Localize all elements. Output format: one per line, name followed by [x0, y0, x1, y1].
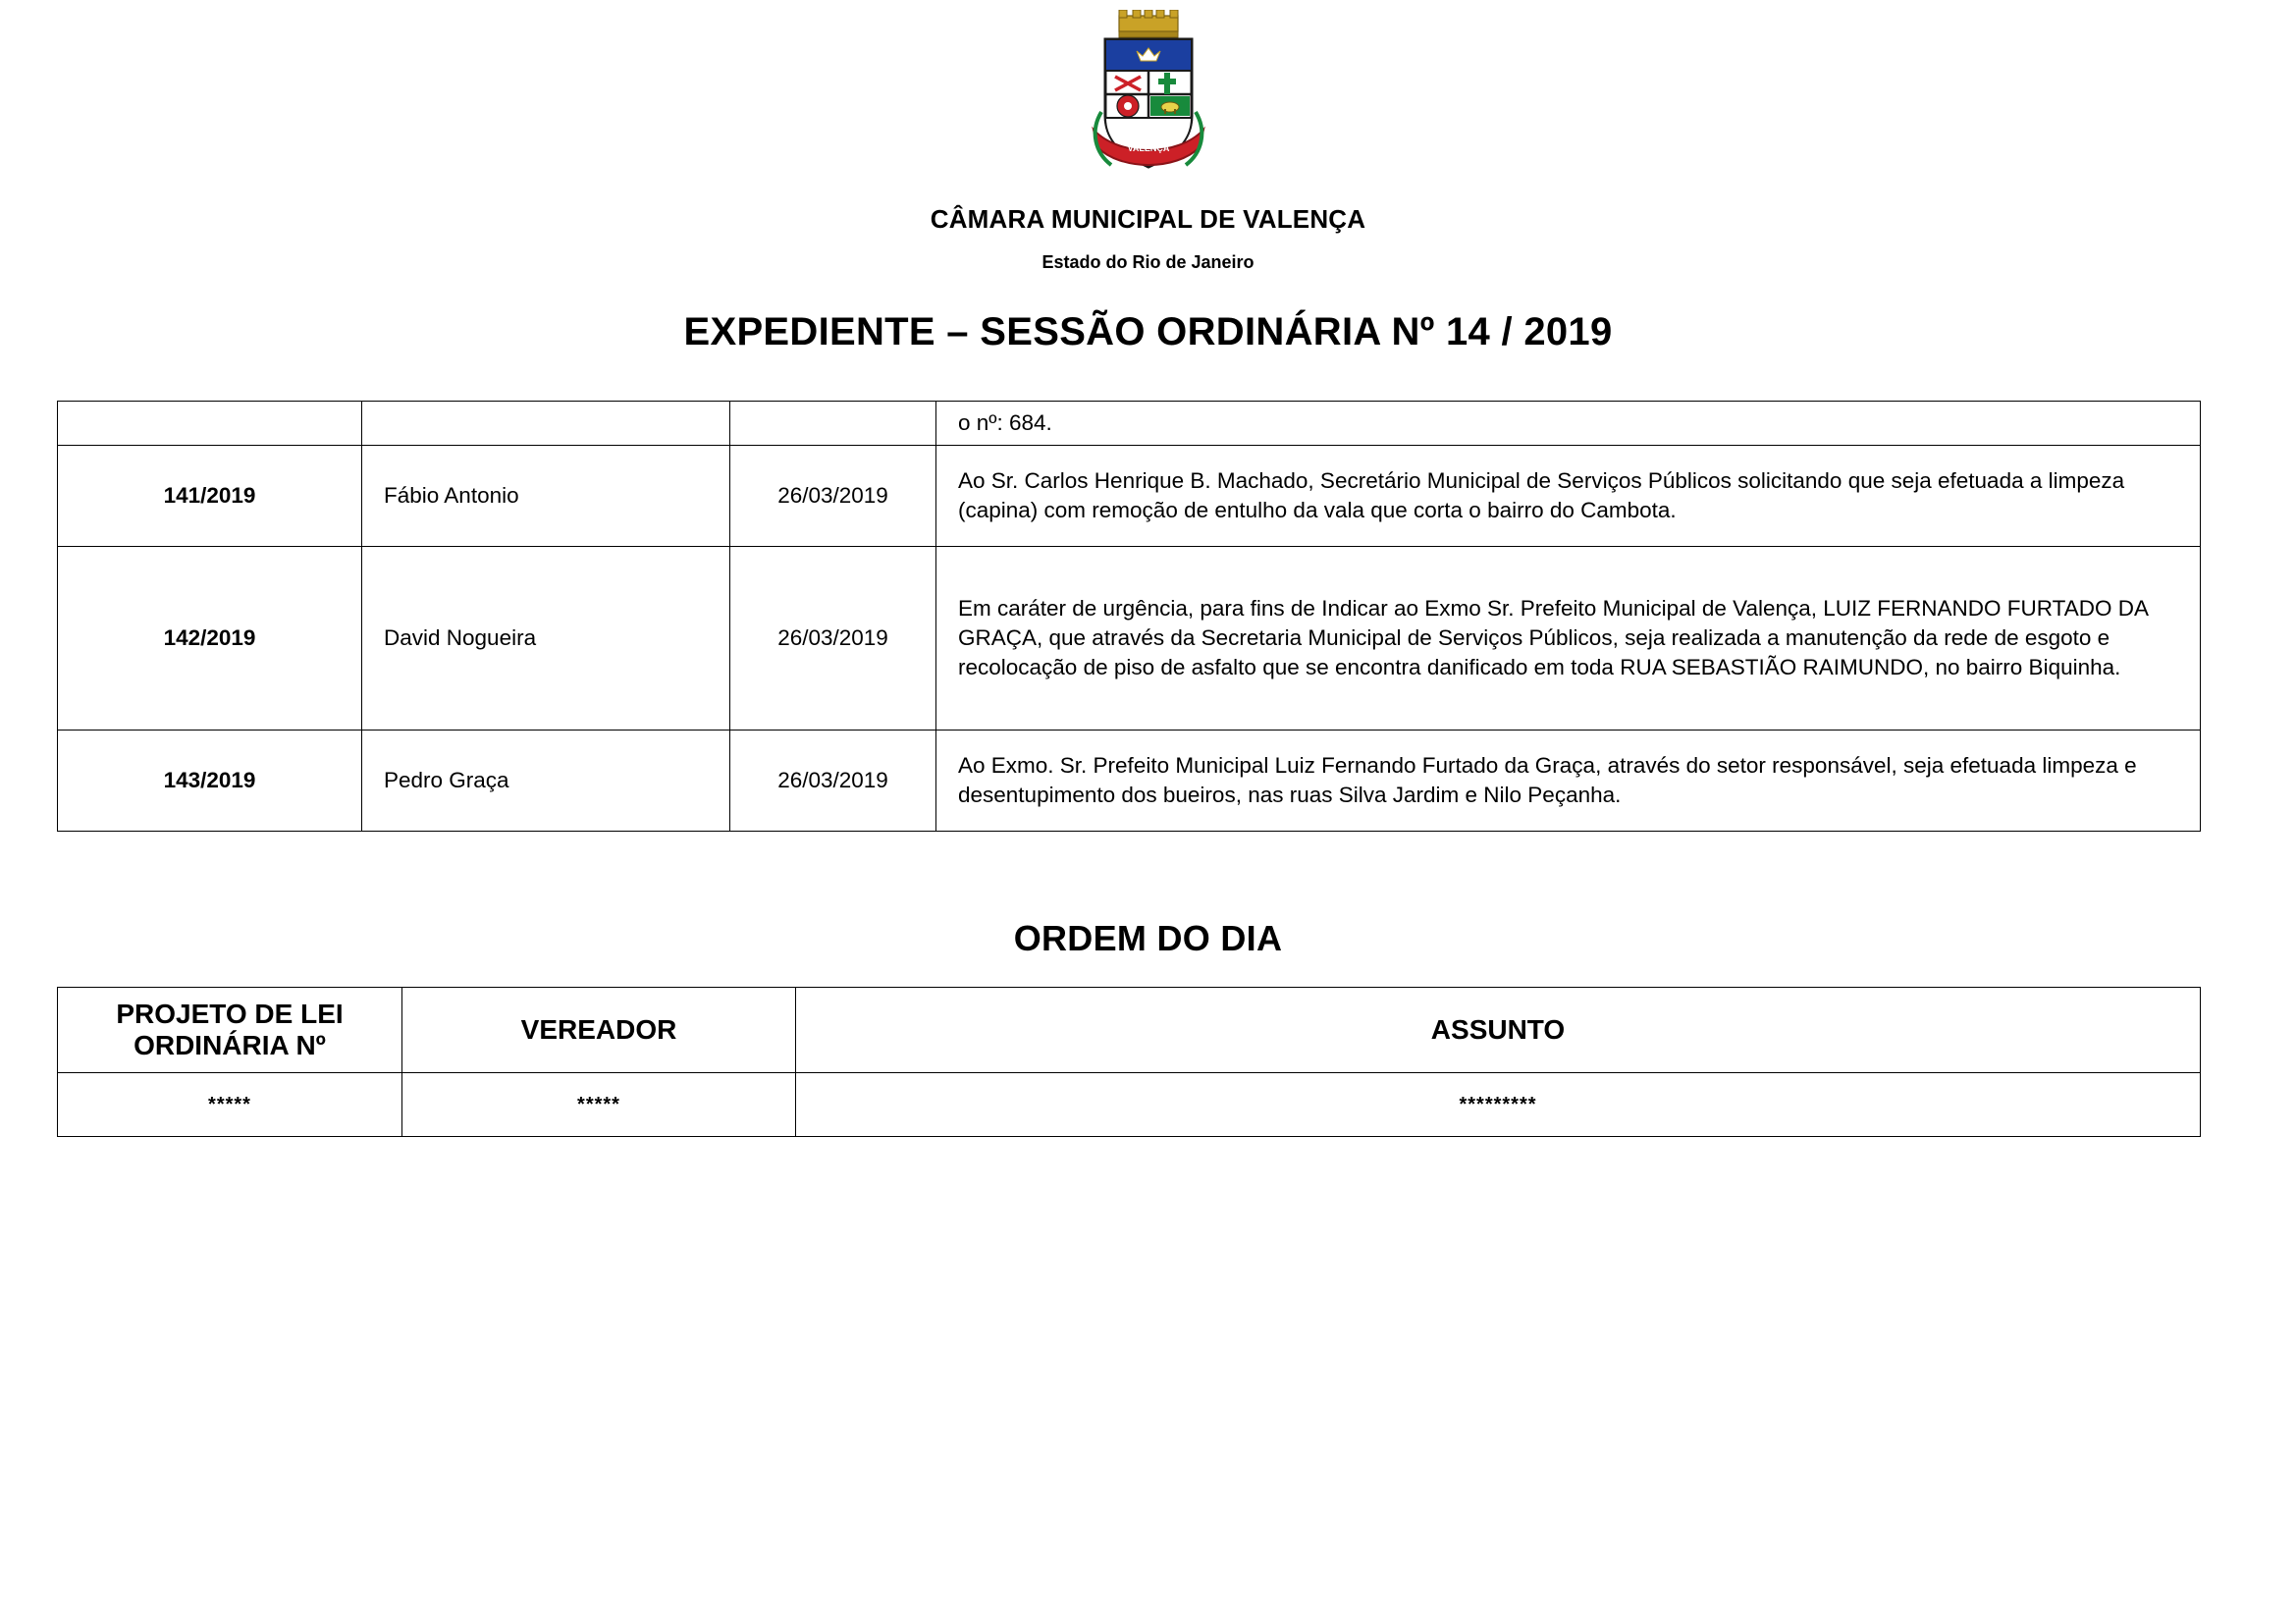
cell-assunto: Em caráter de urgência, para fins de Indicar ao Exmo Sr. Prefeito Municipal de Valença, LUIZ FERNANDO FURTADO DA GRAÇA, que através da Secretaria Municipal de Serviços Públicos, seja realizada a manutenção da rede de esgoto e recolocação de piso de asfalto que se encontra danificado em toda RUA SEBASTIÃO RAIMUNDO, no bairro Biquinha.	[936, 547, 2201, 731]
expediente-table	[57, 401, 2201, 832]
cell-data	[730, 402, 936, 446]
table-row	[58, 446, 2201, 547]
coat-of-arms-valenca-icon	[1086, 10, 1211, 196]
svg-text:VALENÇA: VALENÇA	[1127, 143, 1169, 153]
ordem-do-dia-table	[57, 987, 2201, 1137]
cell-numero: 143/2019	[58, 731, 362, 832]
organization-state: Estado do Rio de Janeiro	[1041, 252, 1255, 272]
document-header	[57, 0, 2239, 354]
table-row	[58, 547, 2201, 731]
cell-assunto: o nº: 684.	[936, 402, 2201, 446]
cell-vereador: Fábio Antonio	[362, 446, 730, 547]
table-row	[58, 402, 2201, 446]
cell-assunto: Ao Exmo. Sr. Prefeito Municipal Luiz Fernando Furtado da Graça, através do setor responsável, seja efetuada limpeza e desentupimento dos bueiros, nas ruas Silva Jardim e Nilo Peçanha.	[936, 731, 2201, 832]
page-title: EXPEDIENTE – SESSÃO ORDINÁRIA Nº 14 / 2019	[683, 310, 1613, 353]
section-title-ordem-do-dia: ORDEM DO DIA	[1013, 918, 1283, 958]
table-header-row	[58, 988, 2201, 1073]
organization-name: CÂMARA MUNICIPAL DE VALENÇA	[930, 204, 1366, 234]
column-header-projeto: PROJETO DE LEI ORDINÁRIA Nº	[58, 988, 402, 1073]
cell-data: 26/03/2019	[730, 731, 936, 832]
cell-data: 26/03/2019	[730, 547, 936, 731]
cell-assunto: Ao Sr. Carlos Henrique B. Machado, Secretário Municipal de Serviços Públicos solicitando que seja efetuada a limpeza (capina) com remoção de entulho da vala que corta o bairro do Cambota.	[936, 446, 2201, 547]
cell-data: 26/03/2019	[730, 446, 936, 547]
cell-vereador: Pedro Graça	[362, 731, 730, 832]
column-header-vereador: VEREADOR	[402, 988, 796, 1073]
table-row	[58, 1073, 2201, 1137]
cell-projeto: *****	[58, 1073, 402, 1137]
cell-vereador	[362, 402, 730, 446]
cell-vereador: David Nogueira	[362, 547, 730, 731]
table-row	[58, 731, 2201, 832]
column-header-assunto: ASSUNTO	[796, 988, 2201, 1073]
cell-numero: 141/2019	[58, 446, 362, 547]
cell-numero: 142/2019	[58, 547, 362, 731]
cell-numero	[58, 402, 362, 446]
cell-vereador: *****	[402, 1073, 796, 1137]
cell-assunto: *********	[796, 1073, 2201, 1137]
